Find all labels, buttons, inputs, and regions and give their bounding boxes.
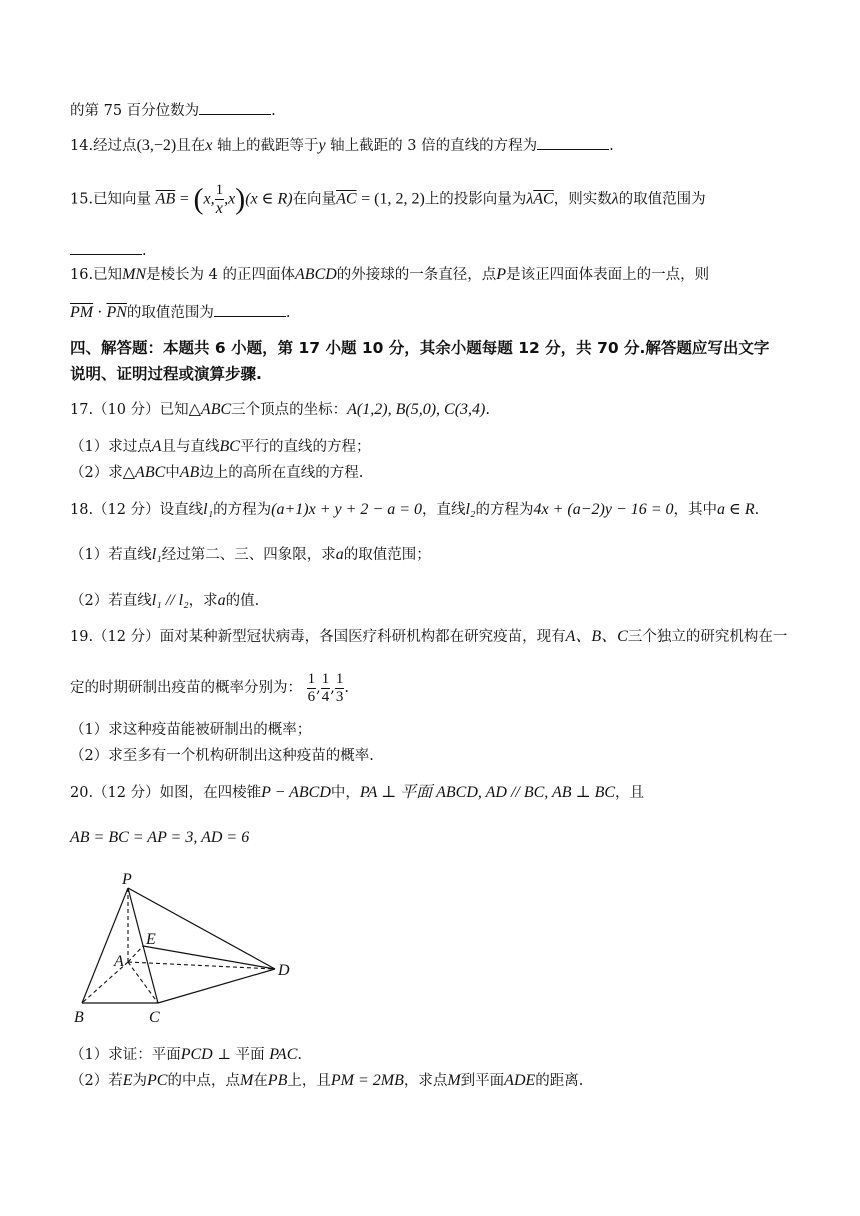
question-17 [70,400,490,420]
vector-ac-2: $\overline{AC}$ [533,190,554,208]
q20-p2-M: M [239,1072,254,1089]
q18-d: 的方程为 [475,502,534,518]
q15-text-b: 在向量 [292,191,337,208]
q14-x: x [205,137,213,154]
q14-text-d: 轴上截距的 3 倍的直线的方程为 [325,138,538,154]
q18-c: ，直线 [421,502,466,518]
q20-p2-PC: PC [147,1072,168,1089]
q17-part2 [70,463,363,483]
edge-ae [128,946,143,962]
q17-p2-c: 边上的高所在直线的方程. [199,465,364,481]
answer-blank [70,240,142,255]
q20-p1-a: （1）求证：平面 [70,1047,181,1063]
q17-p1-c: 平行的直线的方程； [239,439,371,455]
q14-y: y [318,137,326,154]
q15-text-d: ，则实数 [553,191,612,208]
question-14: 14.经过点(3,−2)且在x 轴上的截距等于y 轴上截距的 3 倍的直线的方程为 . [70,137,614,154]
label-e: E [146,931,156,948]
left-paren: ( [193,182,204,216]
q18-a: 18.（12 分）设直线 [70,502,204,518]
q20-p2-b: 为 [132,1073,148,1089]
frac-num: 1 [335,670,344,687]
q15-text-c: 上的投影向量为 [424,191,527,208]
q20-b: 中， [330,785,360,801]
q18-p2-a: （2）若直线 [70,593,152,609]
section-heading-line2: 说明、证明过程或演算步骤. [70,365,262,383]
fraction-1-6 [307,671,317,706]
q20-p2-c: 的中点，点 [167,1073,240,1089]
q19-line2-text: 定的时期研制出疫苗的概率分别为： [70,680,302,696]
frac-num: 1 [321,670,330,687]
frac-den: 3 [335,688,344,705]
q15-comp-x: x, [203,190,215,208]
q14-text-a: 经过点 [93,138,137,154]
question-20 [70,783,644,803]
q20-p2-d: 在 [253,1073,268,1089]
q20-p1-pcd: PCD [180,1046,213,1063]
frac-den: 4 [321,688,330,705]
label-b: B [74,1009,84,1026]
q20-p1-period: . [297,1047,302,1063]
q20-p2-a: （2）若 [70,1073,123,1089]
q19-abc: A、B、C [565,628,628,645]
q19-a: 19.（12 分）面对某种新型冠状病毒，各国医疗科研机构都在研究疫苗，现有 [70,629,566,645]
q17-text-a: 17.（10 分）已知 [70,402,189,418]
question-19 [70,627,787,647]
q14-text-b: 且在 [176,138,206,154]
lambda: λ [526,190,534,208]
q16-line2: $\overline{PM} \cdot \overline{PN}$的取值范围为 . [70,304,291,321]
fraction-1-4 [321,671,331,706]
q15-comp-x2: ,x [224,190,236,208]
q14-point: (3,−2) [136,137,177,154]
q20-p2-E: E [122,1072,133,1089]
q14-number: 14. [70,138,94,154]
vector-ac: $\overline{AC}$ [336,190,357,208]
right-paren: ) [235,182,246,216]
q18-p1-b: 经过第二、三、四象限，求 [161,547,336,563]
answer-blank [537,135,609,150]
q16-text-e: 的取值范围为 [126,305,214,321]
frac-num: 1 [307,670,316,687]
q20-p1-perp: ⊥ 平面 [212,1047,270,1063]
answer-blank [199,100,271,115]
q17-triangle: △ABC [188,401,232,418]
q18-b: 的方程为 [213,502,272,518]
q19-part2: （2）求至多有一个机构研制出这种疫苗的概率. [70,748,374,764]
q18-period: . [754,502,760,518]
q20-p1-pac: PAC [269,1046,298,1063]
q20-part2 [70,1071,583,1091]
q18-p2-c: 的值. [225,593,260,609]
q20-c: ，且 [615,785,645,801]
dot-operator: · [93,304,107,321]
q18-l1: l₁ [203,501,214,518]
q18-eq1: (a+1)x + y + 2 − a = 0 [271,501,422,518]
label-d: D [278,962,290,979]
label-a: A [114,953,124,970]
q18-part1 [70,545,431,565]
q20-p2-g: 到平面 [460,1073,505,1089]
q19-b: 三个独立的研究机构在一 [627,629,788,645]
q17-part1 [70,437,370,457]
q18-eq2: 4x + (a−2)y − 16 = 0 [533,501,674,518]
answer-blank [214,302,286,317]
fraction-1-3 [335,671,345,706]
q18-e: ，其中 [673,502,718,518]
q20-p2-e: 上，且 [287,1073,331,1089]
q15-ac-value: = (1, 2, 2) [361,190,425,208]
edge-ac [128,962,158,1003]
q20-cond: PA ⊥ 平面 ABCD, AD // BC, AB ⊥ BC [359,784,616,801]
q16-text-b: 是棱长为 4 的正四面体 [146,267,296,283]
q15-text-a: 已知向量 [93,191,152,208]
vector-ab: $\overline{AB}$ [155,190,176,208]
q17-p1-a: （1）求过点 [70,439,152,455]
q17-p2-a: （2）求 [70,465,123,481]
q18-p2-b: ，求 [188,593,218,609]
edge-pb [82,888,128,1003]
q20-part1 [70,1045,302,1065]
q17-p2-b: 中 [165,465,180,481]
q15-fraction [215,182,225,217]
lambda-2: λ [611,190,619,208]
q19-line2: 定的时期研制出疫苗的概率分别为： $\frac{1}{6}$ , $\frac{1}{4}$ , $\frac{1}{3}$ . [70,670,349,705]
edge-cd [158,969,275,1003]
q18-p1-var: a [335,546,344,563]
q15-condition: (x ∈ R) [245,190,293,208]
q15-number: 15. [70,191,94,208]
q18-p2-rel: l₁ // l₂ [151,592,189,609]
q13-text: 的第 75 百分位数为 [70,103,200,119]
q16-abcd: ABCD [295,266,337,283]
q19-part1: （1）求这种疫苗能被研制出的概率； [70,722,312,738]
frac-numerator: 1 [215,182,224,198]
q18-cond: a ∈ R [717,501,755,518]
q17-p1-pointA: A [151,438,162,455]
q18-p2-var: a [217,592,226,609]
vector-pm: $\overline{PM}$ [70,304,94,321]
question-16 [70,265,709,285]
q17-coordinates: A(1,2), B(5,0), C(3,4) [347,401,486,418]
frac-den: 6 [307,688,316,705]
q16-text-a: 已知 [93,267,123,283]
question-15 [70,182,706,217]
label-c: C [149,1009,160,1026]
q20-p2-f: ，求点 [403,1073,448,1089]
q16-mn: MN [122,266,147,283]
question-18 [70,500,759,520]
q14-text-c: 轴上的截距等于 [212,138,319,154]
q18-p1-a: （1）若直线 [70,547,152,563]
q20-p2-M2: M [447,1072,461,1089]
q18-l2: l₂ [465,501,476,518]
q16-number: 16. [70,267,94,283]
q20-p2-ADE: ADE [504,1072,536,1089]
q17-p2-triangle: △ABC [122,464,166,481]
q17-text-b: 三个顶点的坐标： [231,402,348,418]
q18-part2 [70,591,259,611]
vector-pn: $\overline{PN}$ [106,304,127,321]
q15-equals: = [179,190,189,208]
q20-p2-h: 的距离. [535,1073,584,1089]
q18-p1-l1: l₁ [151,546,162,563]
q17-p2-AB: AB [179,464,200,481]
q17-p1-BC: BC [219,438,240,455]
q16-text-d: 是该正四面体表面上的一点，则 [506,267,710,283]
edge-pd [128,888,275,969]
q20-a: 20.（12 分）如图，在四棱锥 [70,785,262,801]
q15-blank-line: . [70,240,147,261]
label-p: P [122,871,132,888]
q18-p1-c: 的取值范围； [343,547,431,563]
q20-line2: AB = BC = AP = 3, AD = 6 [70,829,250,846]
frac-denominator: x [215,200,223,217]
q13-tail: 的第 75 百分位数为 . [70,100,276,121]
q17-p1-b: 且与直线 [161,439,220,455]
section-heading-line1: 四、解答题：本题共 6 小题，第 17 小题 10 分，其余小题每题 12 分，共 70 分.解答题应写出文字 [70,339,770,357]
q20-p2-eq: PM = 2MB [330,1072,404,1089]
q15-text-e: 的取值范围为 [618,191,706,208]
q20-pyramid: P − ABCD [261,784,331,801]
q16-p: P [496,266,507,283]
pyramid-figure [70,870,310,1030]
q20-p2-PB: PB [267,1072,288,1089]
q17-period: . [485,402,490,418]
q16-text-c: 的外接球的一条直径，点 [336,267,497,283]
